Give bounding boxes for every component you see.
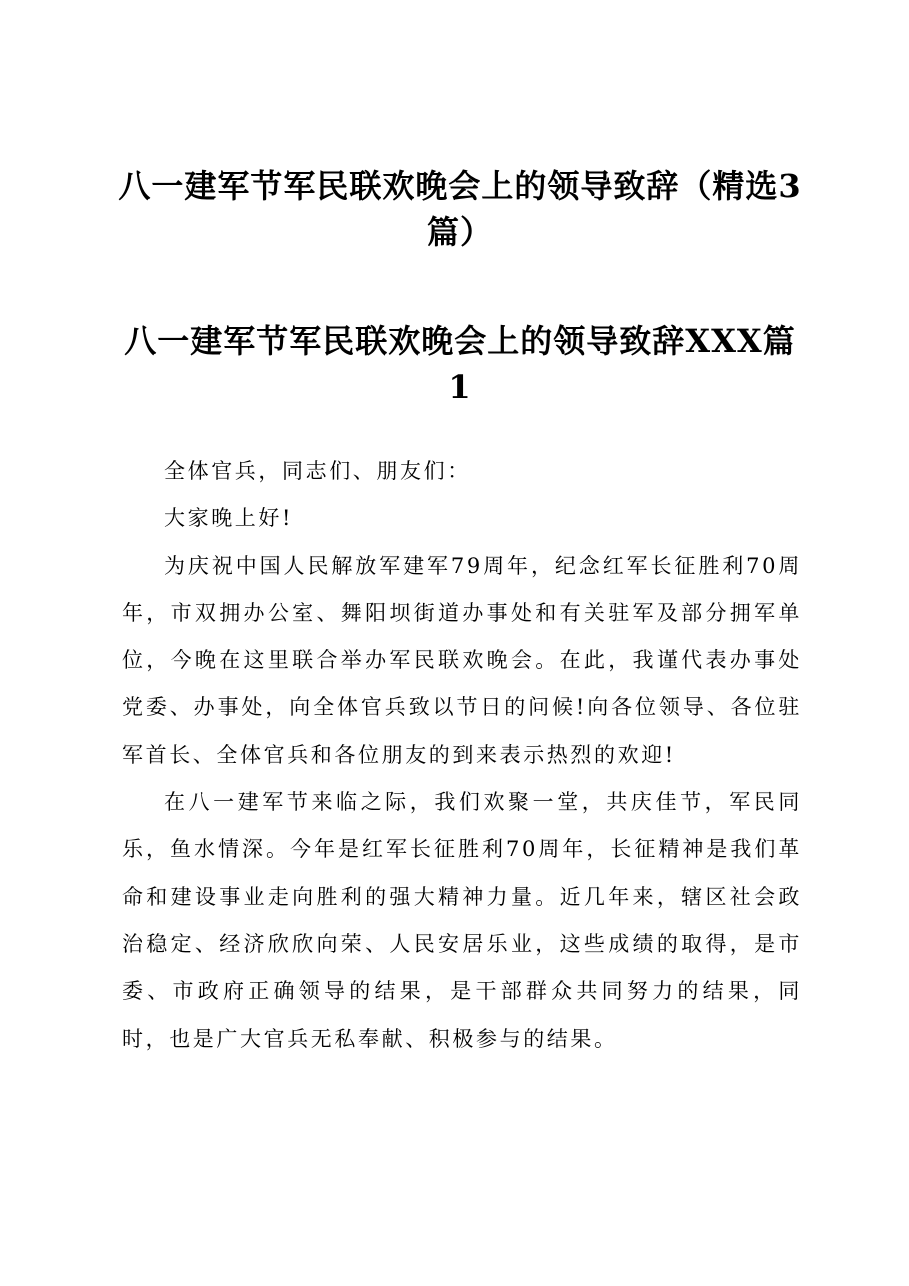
paragraph-salutation: 全体官兵，同志们、朋友们： xyxy=(164,459,471,483)
paragraph-achievements: 在八一建军节来临之际，我们欢聚一堂，共庆佳节，军民同乐，鱼水情深。今年是红军长征胜利70周年，长征精神是我们革命和建设事业走向胜利的强大精神力量。近几年来，辖区社会政治稳定、经济欣欣向荣、人民安居乐业，这些成绩的取得，是市委、市政府正确领导的结果，是干部群众共同努力的结果，同时，也是广大官兵无私奉献、积极参与的结果。 xyxy=(122,790,802,1051)
document-body xyxy=(122,448,802,1063)
document-title: 八一建军节军民联欢晚会上的领导致辞（精选3篇） xyxy=(118,167,802,251)
paragraph-greeting: 大家晚上好! xyxy=(164,506,294,531)
section-title: 八一建军节军民联欢晚会上的领导致辞XXX篇1 xyxy=(124,322,796,406)
paragraph-celebration: 为庆祝中国人民解放军建军79周年，纪念红军长征胜利70周年，市双拥办公室、舞阳坝街道办事处和有关驻军及部分拥军单位，今晚在这里联合举办军民联欢晚会。在此，我谨代表办事处党委、办事处，向全体官兵致以节日的问候!向各位领导、各位驻军首长、全体官兵和各位朋友的到来表示热烈的欢迎! xyxy=(122,553,802,767)
